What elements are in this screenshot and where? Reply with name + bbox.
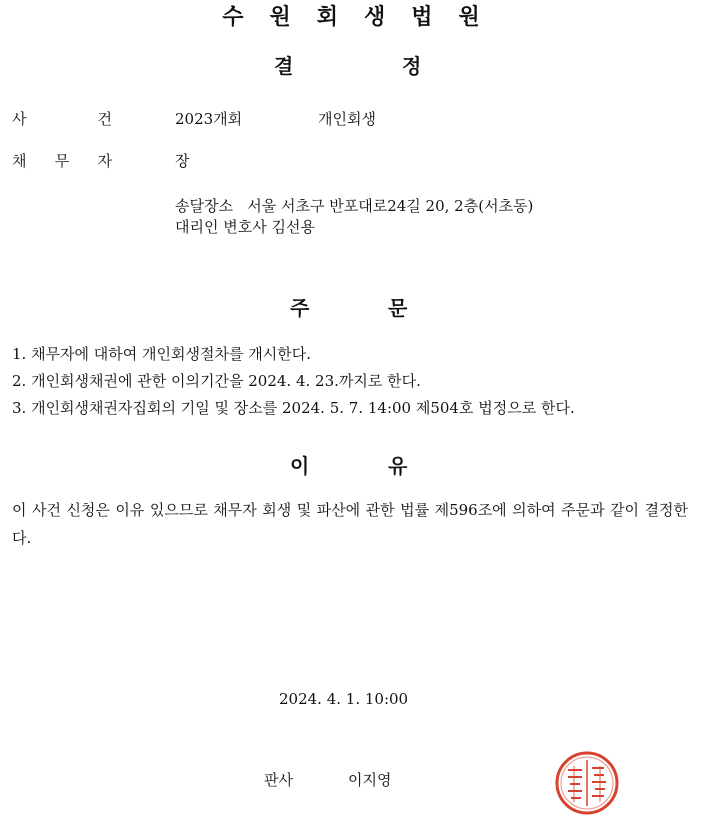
debtor-label-char: 채 xyxy=(12,152,27,170)
case-number: 2023개회 xyxy=(175,110,243,128)
document-type-left: 결 xyxy=(274,54,294,78)
judge-title: 판사 xyxy=(264,771,293,789)
debtor-label xyxy=(12,150,112,171)
representative: 대리인 변호사 김선용 xyxy=(175,218,315,236)
document-type-right: 정 xyxy=(402,54,422,78)
case-label xyxy=(12,108,112,129)
decision-date: 2024. 4. 1. 10:00 xyxy=(279,690,409,708)
order-heading-right: 문 xyxy=(388,296,408,320)
order-item: 1. 채무자에 대하여 개인회생절차를 개시한다. xyxy=(12,345,311,363)
judge-name: 이지영 xyxy=(348,771,392,789)
order-item: 3. 개인회생채권자집회의 기일 및 장소를 2024. 5. 7. 14:00 제504호 법정으로 한다. xyxy=(12,399,575,417)
reason-heading-left: 이 xyxy=(290,454,310,478)
reason-text: 이 사건 신청은 이유 있으므로 채무자 회생 및 파산에 관한 법률 제596조에 의하여 주문과 같이 결정한다. xyxy=(12,501,688,547)
service-address: 송달장소 서울 서초구 반포대로24길 20, 2층(서초동) xyxy=(175,197,534,215)
debtor-label-char: 무 xyxy=(54,152,70,170)
debtor-label-char: 자 xyxy=(97,152,112,170)
case-type: 개인회생 xyxy=(318,110,376,128)
court-name: 수원회생법원 xyxy=(222,5,506,30)
order-heading-left: 주 xyxy=(290,296,310,320)
case-label-char: 사 xyxy=(12,110,27,128)
reason-heading-right: 유 xyxy=(388,454,408,478)
order-item: 2. 개인회생채권에 관한 이의기간을 2024. 4. 23.까지로 한다. xyxy=(12,372,421,390)
court-seal-icon xyxy=(554,750,620,816)
debtor-name: 장 xyxy=(175,152,190,170)
case-label-char: 건 xyxy=(97,110,112,128)
